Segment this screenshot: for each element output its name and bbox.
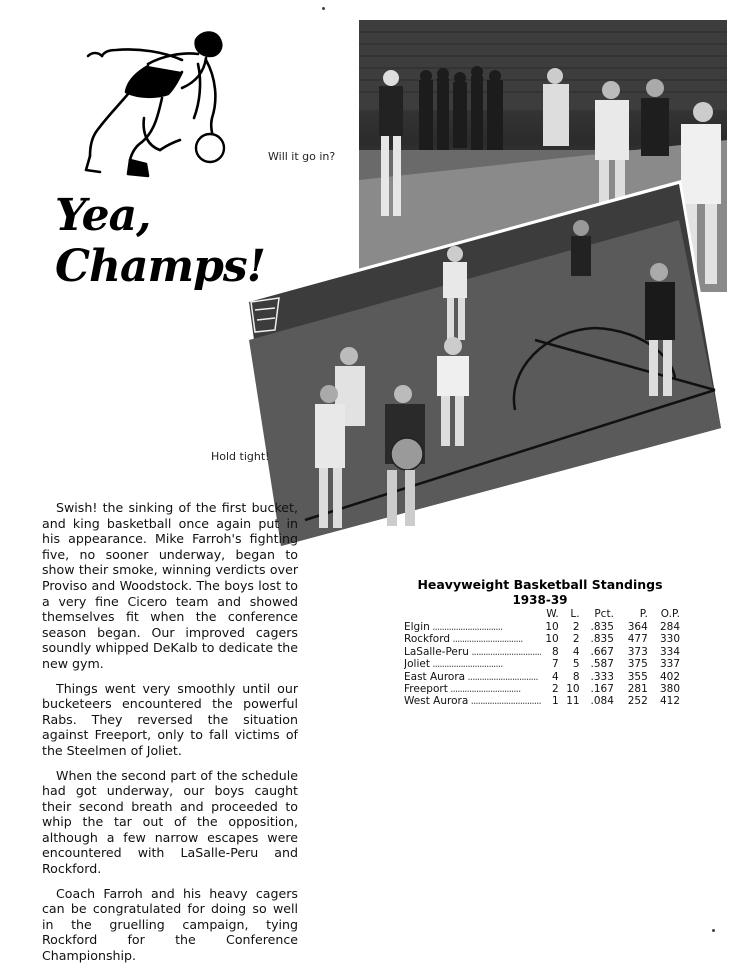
standings-table-block	[400, 577, 680, 708]
wins-cell: 8	[552, 645, 559, 658]
pct-cell: .084	[590, 695, 614, 708]
team-name	[404, 633, 541, 645]
column-header-team	[404, 608, 541, 621]
points-cell: 252	[627, 695, 648, 708]
article-paragraph: Swish! the sinking of the first bucket, and king basketball once again put in his appearance. Mike Farroh's fighting five, no sooner underway, began to show their smoke, winning verdicts over Proviso and Woodstock. The boys lost to a very fine Cicero team and showed themselves fit when the conference season began. Our improved cagers soundly whipped DeKalb to dedicate the new gym.	[42, 500, 298, 671]
team-name	[404, 671, 541, 683]
wins-cell: 1	[552, 695, 559, 708]
standings-season: 1938-39	[512, 593, 568, 607]
losses-cell: 11	[566, 695, 580, 708]
team-name	[404, 621, 541, 633]
table-row	[404, 683, 680, 695]
pct-cell: .835	[590, 633, 614, 646]
article-body	[42, 500, 298, 973]
standings-header-row	[404, 608, 680, 621]
column-header-pct: Pct.	[594, 608, 614, 620]
leader-dots: ..............................	[450, 633, 523, 646]
leader-dots: ..............................	[447, 683, 521, 696]
wins-cell: 10	[545, 633, 559, 646]
losses-cell: 8	[572, 670, 580, 683]
team-name	[404, 683, 541, 695]
losses-cell: 2	[572, 633, 580, 646]
team-name-text: Freeport	[404, 683, 448, 696]
column-header-wins: W.	[546, 608, 559, 620]
pct-cell: .835	[590, 621, 614, 633]
points-cell: 364	[627, 621, 648, 633]
points-cell: 281	[627, 683, 648, 696]
opp-points-cell: 334	[659, 645, 680, 658]
column-header-losses: L.	[570, 608, 580, 620]
pct-cell: .333	[590, 670, 614, 683]
opp-points-cell: 412	[659, 695, 680, 708]
page-title: Yea, Champs!	[55, 190, 265, 292]
standings-table	[404, 608, 680, 708]
opp-points-cell: 380	[659, 683, 680, 696]
leader-dots: ..............................	[429, 658, 503, 671]
opp-points-cell: 284	[659, 621, 680, 633]
table-row	[404, 671, 680, 683]
team-name	[404, 646, 541, 658]
pct-cell: .667	[590, 645, 614, 658]
wins-cell: 10	[545, 621, 559, 633]
points-cell: 373	[627, 645, 648, 658]
wins-cell: 4	[552, 670, 559, 683]
losses-cell: 2	[572, 621, 580, 633]
leader-dots: ..............................	[468, 695, 541, 708]
team-name-text: East Aurora	[404, 670, 466, 683]
team-name-text: Rockford	[404, 633, 451, 646]
wins-cell: 2	[552, 683, 559, 696]
page-mark	[712, 929, 715, 932]
standings-title: Heavyweight Basketball Standings	[417, 577, 663, 592]
article-paragraph: Things went very smoothly until our bucketeers encountered the powerful Rabs. They reversed the situation against Freeport, only to fall victims of the Steelmen of Joliet.	[42, 680, 298, 758]
wins-cell: 7	[552, 658, 559, 671]
team-name	[404, 658, 541, 670]
column-header-opp-points: O.P.	[660, 608, 680, 620]
leader-dots: ..............................	[468, 645, 542, 658]
table-row	[404, 658, 680, 670]
team-name	[404, 695, 541, 707]
points-cell: 375	[627, 658, 648, 671]
leader-dots: ..............................	[429, 621, 503, 633]
photo-caption-bottom: Hold tight!	[211, 450, 270, 463]
pct-cell: .587	[590, 658, 614, 671]
losses-cell: 5	[572, 658, 580, 671]
points-cell: 355	[627, 670, 648, 683]
leader-dots: ..............................	[465, 670, 538, 683]
team-name-text: Joliet	[404, 658, 430, 671]
losses-cell: 4	[572, 645, 580, 658]
article-paragraph: When the second part of the schedule had got underway, our boys caught their second breath and proceeded to whip the tar out of the opposition, although a few narrow escapes were encountered with LaSalle-Peru and Rockford.	[42, 767, 298, 877]
table-row	[404, 633, 680, 645]
article-paragraph: Coach Farroh and his heavy cagers can be congratulated for doing so well in the gruelling campaign, tying Rockford for the Conference Championship.	[42, 885, 298, 964]
team-name-text: LaSalle-Peru	[404, 645, 469, 658]
losses-cell: 10	[566, 683, 580, 696]
photo-caption-top: Will it go in?	[268, 150, 336, 163]
page-mark	[322, 7, 325, 10]
points-cell: 477	[627, 633, 648, 646]
pct-cell: .167	[590, 683, 614, 696]
table-row	[404, 646, 680, 658]
team-name-text: West Aurora	[404, 695, 469, 708]
basketball-photo-bottom	[245, 180, 725, 550]
column-header-points: P.	[639, 608, 648, 620]
team-name-text: Elgin	[404, 621, 430, 633]
opp-points-cell: 337	[659, 658, 680, 671]
opp-points-cell: 402	[659, 670, 680, 683]
basketball-player-drawing	[78, 22, 238, 197]
table-row	[404, 621, 680, 633]
opp-points-cell: 330	[659, 633, 680, 646]
table-row	[404, 695, 680, 707]
